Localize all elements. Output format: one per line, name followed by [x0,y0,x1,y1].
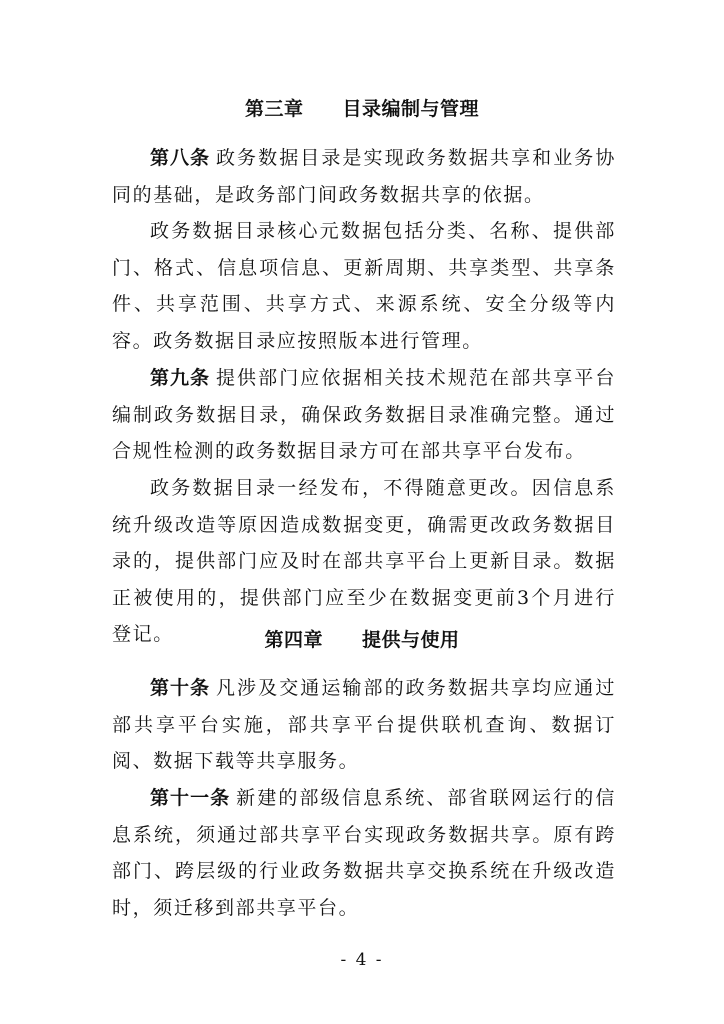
chapter-3-heading: 第三章 目录编制与管理 [244,98,479,120]
article-9-paragraph-2: 政务数据目录一经发布，不得随意更改。因信息系统升级改造等原因造成数据变更，确需更改政务数据目录的，提供部门应及时在部共享平台上更新目录。数据正被使用的，提供部门应至少在数据变更前3个月进行登记。 [112,477,616,646]
article-10-body: 凡涉及交通运输部的政务数据共享均应通过部共享平台实施，部共享平台提供联机查询、数据订阅、数据下载等共享服务。 [112,677,616,773]
article-9-label: 第九条 [150,367,210,389]
article-9 [112,360,616,470]
article-11-label: 第十一条 [150,787,231,809]
article-9-body: 提供部门应依据相关技术规范在部共享平台编制政务数据目录，确保政务数据目录准确完整。通过合规性检测的政务数据目录方可在部共享平台发布。 [112,367,616,463]
article-10 [112,670,616,780]
article-11-body: 新建的部级信息系统、部省联网运行的信息系统，须通过部共享平台实现政务数据共享。原有跨部门、跨层级的行业政务数据共享交换系统在升级改造时，须迁移到部共享平台。 [112,787,616,919]
article-8 [112,140,616,213]
article-10-label: 第十条 [150,677,210,699]
chapter-4-heading: 第四章 提供与使用 [264,629,460,651]
article-11 [112,780,616,926]
article-8-body: 政务数据目录是实现政务数据共享和业务协同的基础，是政务部门间政务数据共享的依据。 [112,147,616,206]
page-number: - 4 - [340,950,384,970]
article-8-label: 第八条 [150,147,210,169]
article-8-paragraph-2: 政务数据目录核心元数据包括分类、名称、提供部门、格式、信息项信息、更新周期、共享类型、共享条件、共享范围、共享方式、来源系统、安全分级等内容。政务数据目录应按照版本进行管理。 [112,220,616,352]
